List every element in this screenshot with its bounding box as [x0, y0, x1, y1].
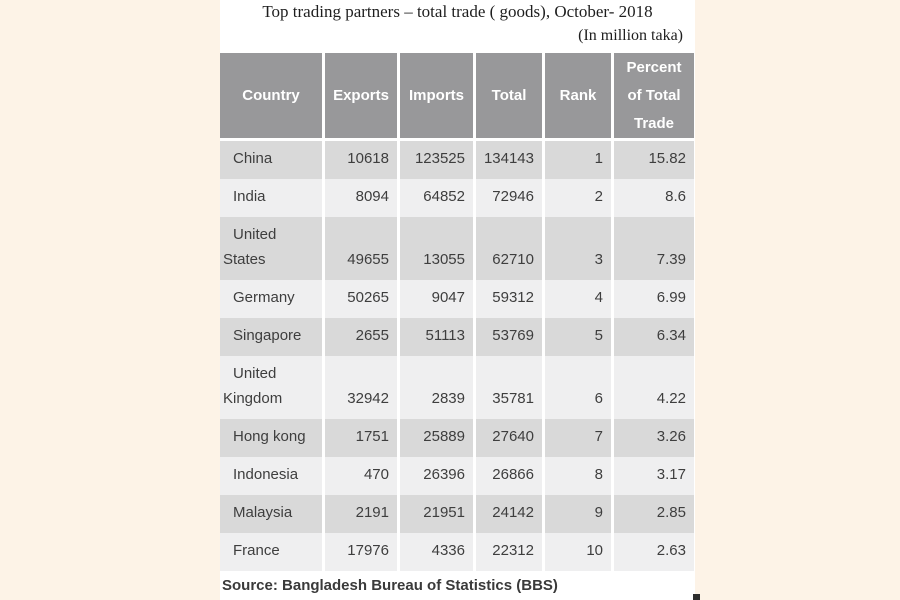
cell-imports: 21951	[400, 495, 476, 533]
cell-rank: 1	[545, 141, 614, 179]
cell-percent: 3.26	[614, 419, 694, 457]
cell-imports: 64852	[400, 179, 476, 217]
cell-rank: 6	[545, 356, 614, 419]
cell-percent: 2.63	[614, 533, 694, 571]
cell-exports: 17976	[325, 533, 400, 571]
col-header-exports: Exports	[325, 53, 400, 141]
cell-total: 22312	[476, 533, 545, 571]
cell-country: United States	[220, 217, 325, 280]
cell-country: Hong kong	[220, 419, 325, 457]
cell-percent: 6.34	[614, 318, 694, 356]
cell-exports: 10618	[325, 141, 400, 179]
table-body	[220, 141, 694, 571]
cell-country: United Kingdom	[220, 356, 325, 419]
cell-total: 62710	[476, 217, 545, 280]
cell-imports: 2839	[400, 356, 476, 419]
cell-total: 35781	[476, 356, 545, 419]
cell-country: China	[220, 141, 325, 179]
table-row	[220, 419, 694, 457]
cell-rank: 5	[545, 318, 614, 356]
cell-rank: 8	[545, 457, 614, 495]
cell-total: 53769	[476, 318, 545, 356]
col-header-imports: Imports	[400, 53, 476, 141]
table-row	[220, 495, 694, 533]
cell-exports: 49655	[325, 217, 400, 280]
cell-country: India	[220, 179, 325, 217]
header-row	[220, 53, 694, 141]
cell-country: Singapore	[220, 318, 325, 356]
cell-imports: 25889	[400, 419, 476, 457]
page-subtitle: (In million taka)	[578, 27, 683, 44]
cell-rank: 10	[545, 533, 614, 571]
table-row	[220, 217, 694, 280]
cell-total: 134143	[476, 141, 545, 179]
cell-rank: 2	[545, 179, 614, 217]
cell-imports: 51113	[400, 318, 476, 356]
col-header-rank: Rank	[545, 53, 614, 141]
cell-rank: 7	[545, 419, 614, 457]
cell-percent: 15.82	[614, 141, 694, 179]
page-corner-mark	[693, 594, 700, 600]
cell-percent: 2.85	[614, 495, 694, 533]
cell-total: 26866	[476, 457, 545, 495]
table-header	[220, 53, 694, 141]
cell-percent: 7.39	[614, 217, 694, 280]
cell-rank: 9	[545, 495, 614, 533]
col-header-percent: Percent of Total Trade	[614, 53, 694, 141]
cell-total: 59312	[476, 280, 545, 318]
cell-country: Indonesia	[220, 457, 325, 495]
table-row	[220, 356, 694, 419]
cell-exports: 1751	[325, 419, 400, 457]
cell-total: 24142	[476, 495, 545, 533]
col-header-total: Total	[476, 53, 545, 141]
trade-table	[220, 53, 694, 571]
table-row	[220, 141, 694, 179]
table-row	[220, 457, 694, 495]
cell-exports: 470	[325, 457, 400, 495]
cell-total: 27640	[476, 419, 545, 457]
table-row	[220, 280, 694, 318]
source-note: Source: Bangladesh Bureau of Statistics (BBS)	[222, 577, 558, 594]
cell-imports: 123525	[400, 141, 476, 179]
cell-country: France	[220, 533, 325, 571]
cell-imports: 13055	[400, 217, 476, 280]
cell-total: 72946	[476, 179, 545, 217]
cell-exports: 8094	[325, 179, 400, 217]
cell-country: Malaysia	[220, 495, 325, 533]
cell-exports: 32942	[325, 356, 400, 419]
cell-imports: 4336	[400, 533, 476, 571]
cell-percent: 6.99	[614, 280, 694, 318]
col-header-country: Country	[220, 53, 325, 141]
cell-imports: 26396	[400, 457, 476, 495]
table-panel	[220, 0, 695, 600]
table-row	[220, 318, 694, 356]
cell-percent: 8.6	[614, 179, 694, 217]
cell-percent: 3.17	[614, 457, 694, 495]
cell-exports: 2191	[325, 495, 400, 533]
page-title: Top trading partners – total trade ( goods), October- 2018	[262, 2, 653, 21]
cell-exports: 2655	[325, 318, 400, 356]
cell-country: Germany	[220, 280, 325, 318]
table-row	[220, 533, 694, 571]
cell-imports: 9047	[400, 280, 476, 318]
cell-rank: 4	[545, 280, 614, 318]
table-row	[220, 179, 694, 217]
cell-percent: 4.22	[614, 356, 694, 419]
cell-rank: 3	[545, 217, 614, 280]
cell-exports: 50265	[325, 280, 400, 318]
